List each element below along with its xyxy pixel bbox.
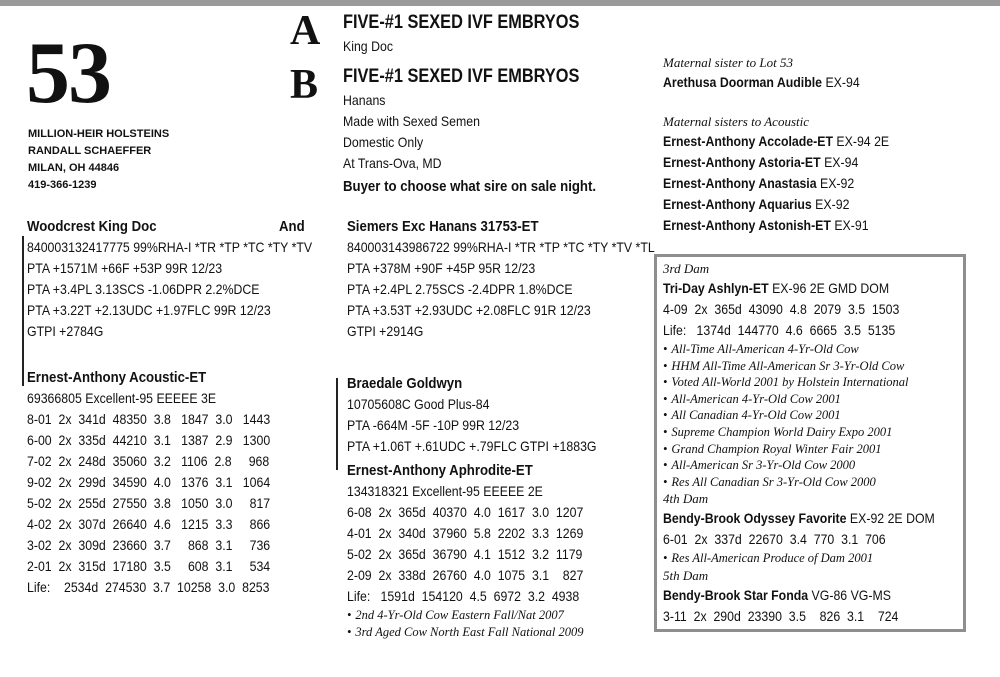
maternal-sister-item: Ernest-Anthony Astonish-ET EX-91 [663,217,869,233]
second-dam-life-record: Life: 1591d 154120 4.5 6972 3.2 4938 [347,588,580,604]
fourth-dam-honor: • Res All-American Produce of Dam 2001 [663,551,874,566]
dam-sire-name: Braedale Goldwyn [347,375,463,392]
maternal-sister-item: Ernest-Anthony Aquarius EX-92 [663,196,850,212]
fourth-dam-name: Bendy-Brook Odyssey Favorite EX-92 2E DOM [663,510,935,527]
dam-block [27,367,303,598]
dam-record: 7-02 2x 248d 35060 3.2 1106 2.8 968 [27,453,270,469]
dam-sire-line: PTA +1.06T +.61UDC +.79FLC GTPI +1883G [347,438,597,454]
consignor-phone: 419-366-1239 [28,179,97,191]
second-dam-name: Ernest-Anthony Aphrodite-ET [347,462,533,479]
second-dam-record: 2-09 2x 338d 26760 4.0 1075 3.1 827 [347,567,584,583]
dam-record: 5-02 2x 255d 27550 3.8 1050 3.0 817 [27,495,271,511]
third-dam-honor: • All-American Sr 3-Yr-Old Cow 2000 [663,458,856,473]
dam-sire-block [347,373,631,457]
offer-b-title: FIVE-#1 SEXED IVF EMBRYOS [343,66,580,87]
second-dam-record: 5-02 2x 365d 36790 4.1 1512 3.2 1179 [347,546,583,562]
sire2-line: PTA +378M +90F +45P 95R 12/23 [347,260,536,276]
fifth-dam-record: 3-11 2x 290d 23390 3.5 826 3.1 724 [663,607,899,624]
maternal-sister-block [663,54,887,93]
dam-sire-line: 10705608C Good Plus-84 [347,396,490,412]
second-dam-honor: • 2nd 4-Yr-Old Cow Eastern Fall/Nat 2007 [347,608,564,622]
consignor-block [28,126,169,194]
third-dam-record: 4-09 2x 365d 43090 4.8 2079 3.5 1503 [663,301,900,317]
sire2-block [347,216,697,342]
offer-b-letter: B [290,62,319,108]
maternal-sister-item: Ernest-Anthony Accolade-ET EX-94 2E [663,133,890,149]
fifth-dam-label: 5th Dam [663,567,709,583]
third-dam-life: Life: 1374d 144770 4.6 6665 3.5 5135 [663,322,896,338]
and-label: And [279,218,305,235]
consignor-city: MILAN, OH 44846 [28,162,120,174]
third-dam-honor: • Res All Canadian Sr 3-Yr-Old Cow 2000 [663,474,876,489]
second-dam-block [347,460,616,640]
offer-a-title: FIVE-#1 SEXED IVF EMBRYOS [343,12,580,33]
dam-record: 2-01 2x 315d 17180 3.5 608 3.1 534 [27,558,271,574]
second-dam-honor: • 3rd Aged Cow North East Fall National 2009 [347,624,584,639]
fourth-dam-record: 6-01 2x 337d 22670 3.4 770 3.1 706 [663,531,886,548]
dam-side-bracket [336,378,338,470]
lot-number: 53 [26,25,110,122]
consignor-owner: RANDALL SCHAEFFER [28,145,152,157]
third-dam-honor: • Voted All-World 2001 by Holstein International [663,375,909,390]
dam-id: 69366805 Excellent-95 EEEEE 3E [27,390,217,406]
offer-b-line: Made with Sexed Semen [343,113,480,129]
third-dam-name: Tri-Day Ashlyn-ET EX-96 2E GMD DOM [663,280,890,296]
sire1-line: PTA +3.22T +2.13UDC +1.97FLC 99R 12/23 [27,302,271,318]
dam-life-record: Life: 2534d 274530 3.7 10258 3.0 8253 [27,579,270,595]
offer-b-line: Domestic Only [343,134,424,150]
offer-b-details [343,90,631,197]
maternal-sister: Arethusa Doorman Audible EX-94 [663,74,860,90]
maternal-sisters-label: Maternal sisters to Acoustic [663,114,810,129]
dam-sire-line: PTA -664M -5F -10P 99R 12/23 [347,417,520,433]
third-dam-honor: • Supreme Champion World Dairy Expo 2001 [663,424,893,439]
sire1-line: PTA +1571M +66F +53P 99R 12/23 [27,260,223,276]
sire2-line: PTA +3.53T +2.93UDC +2.08FLC 91R 12/23 [347,302,591,318]
sire1-line: GTPI +2784G [27,323,104,339]
third-dam-block [663,260,972,627]
sire2-line: GTPI +2914G [347,323,424,339]
third-dam-label: 3rd Dam [663,261,710,276]
second-dam-record: 4-01 2x 340d 37960 5.8 2202 3.3 1269 [347,525,584,541]
offer-b-line: Hanans [343,92,386,108]
dam-record: 4-02 2x 307d 26640 4.6 1215 3.3 866 [27,516,271,532]
dam-record: 9-02 2x 299d 34590 4.0 1376 3.1 1064 [27,474,271,490]
maternal-sister-label: Maternal sister to Lot 53 [663,55,794,70]
sire2-name: Siemers Exc Hanans 31753-ET [347,218,539,235]
offer-note: Buyer to choose what sire on sale night. [343,178,597,195]
sire2-line: PTA +2.4PL 2.75SCS -2.4DPR 1.8%DCE [347,281,573,297]
sire1-line: PTA +3.4PL 3.13SCS -1.06DPR 2.2%DCE [27,281,260,297]
second-dam-id: 134318321 Excellent-95 EEEEE 2E [347,483,543,499]
third-dam-honor: • All Canadian 4-Yr-Old Cow 2001 [663,408,841,423]
maternal-sisters-block [663,113,920,236]
consignor-farm: MILLION-HEIR HOLSTEINS [28,128,170,140]
maternal-sister-item: Ernest-Anthony Astoria-ET EX-94 [663,154,859,170]
third-dam-honor: • All-American 4-Yr-Old Cow 2001 [663,391,841,406]
second-dam-record: 6-08 2x 365d 40370 4.0 1617 3.0 1207 [347,504,584,520]
third-dam-honor: • All-Time All-American 4-Yr-Old Cow [663,342,859,356]
sire1-name: Woodcrest King Doc [27,218,157,235]
dam-name: Ernest-Anthony Acoustic-ET [27,369,207,386]
offer-a-sire: King Doc [343,38,393,54]
sire2-line: 840003143986722 99%RHA-I *TR *TP *TC *TY *TV *TL [347,239,655,255]
pedigree-bracket [22,236,24,386]
offer-a-letter: A [290,8,321,54]
third-dam-honor: • HHM All-Time All-American Sr 3-Yr-Old Cow [663,358,905,373]
fourth-dam-label: 4th Dam [663,491,709,507]
third-dam-honor: • Grand Champion Royal Winter Fair 2001 [663,441,882,456]
sire1-line: 840003132417775 99%RHA-I *TR *TP *TC *TY *TV [27,239,313,255]
dam-record: 3-02 2x 309d 23660 3.7 868 3.1 736 [27,537,271,553]
top-border [0,0,1000,6]
dam-record: 8-01 2x 341d 48350 3.8 1847 3.0 1443 [27,411,271,427]
maternal-sister-item: Ernest-Anthony Anastasia EX-92 [663,175,855,191]
dam-record: 6-00 2x 335d 44210 3.1 1387 2.9 1300 [27,432,271,448]
offer-b-line: At Trans-Ova, MD [343,155,442,171]
fifth-dam-name: Bendy-Brook Star Fonda VG-86 VG-MS [663,586,891,603]
